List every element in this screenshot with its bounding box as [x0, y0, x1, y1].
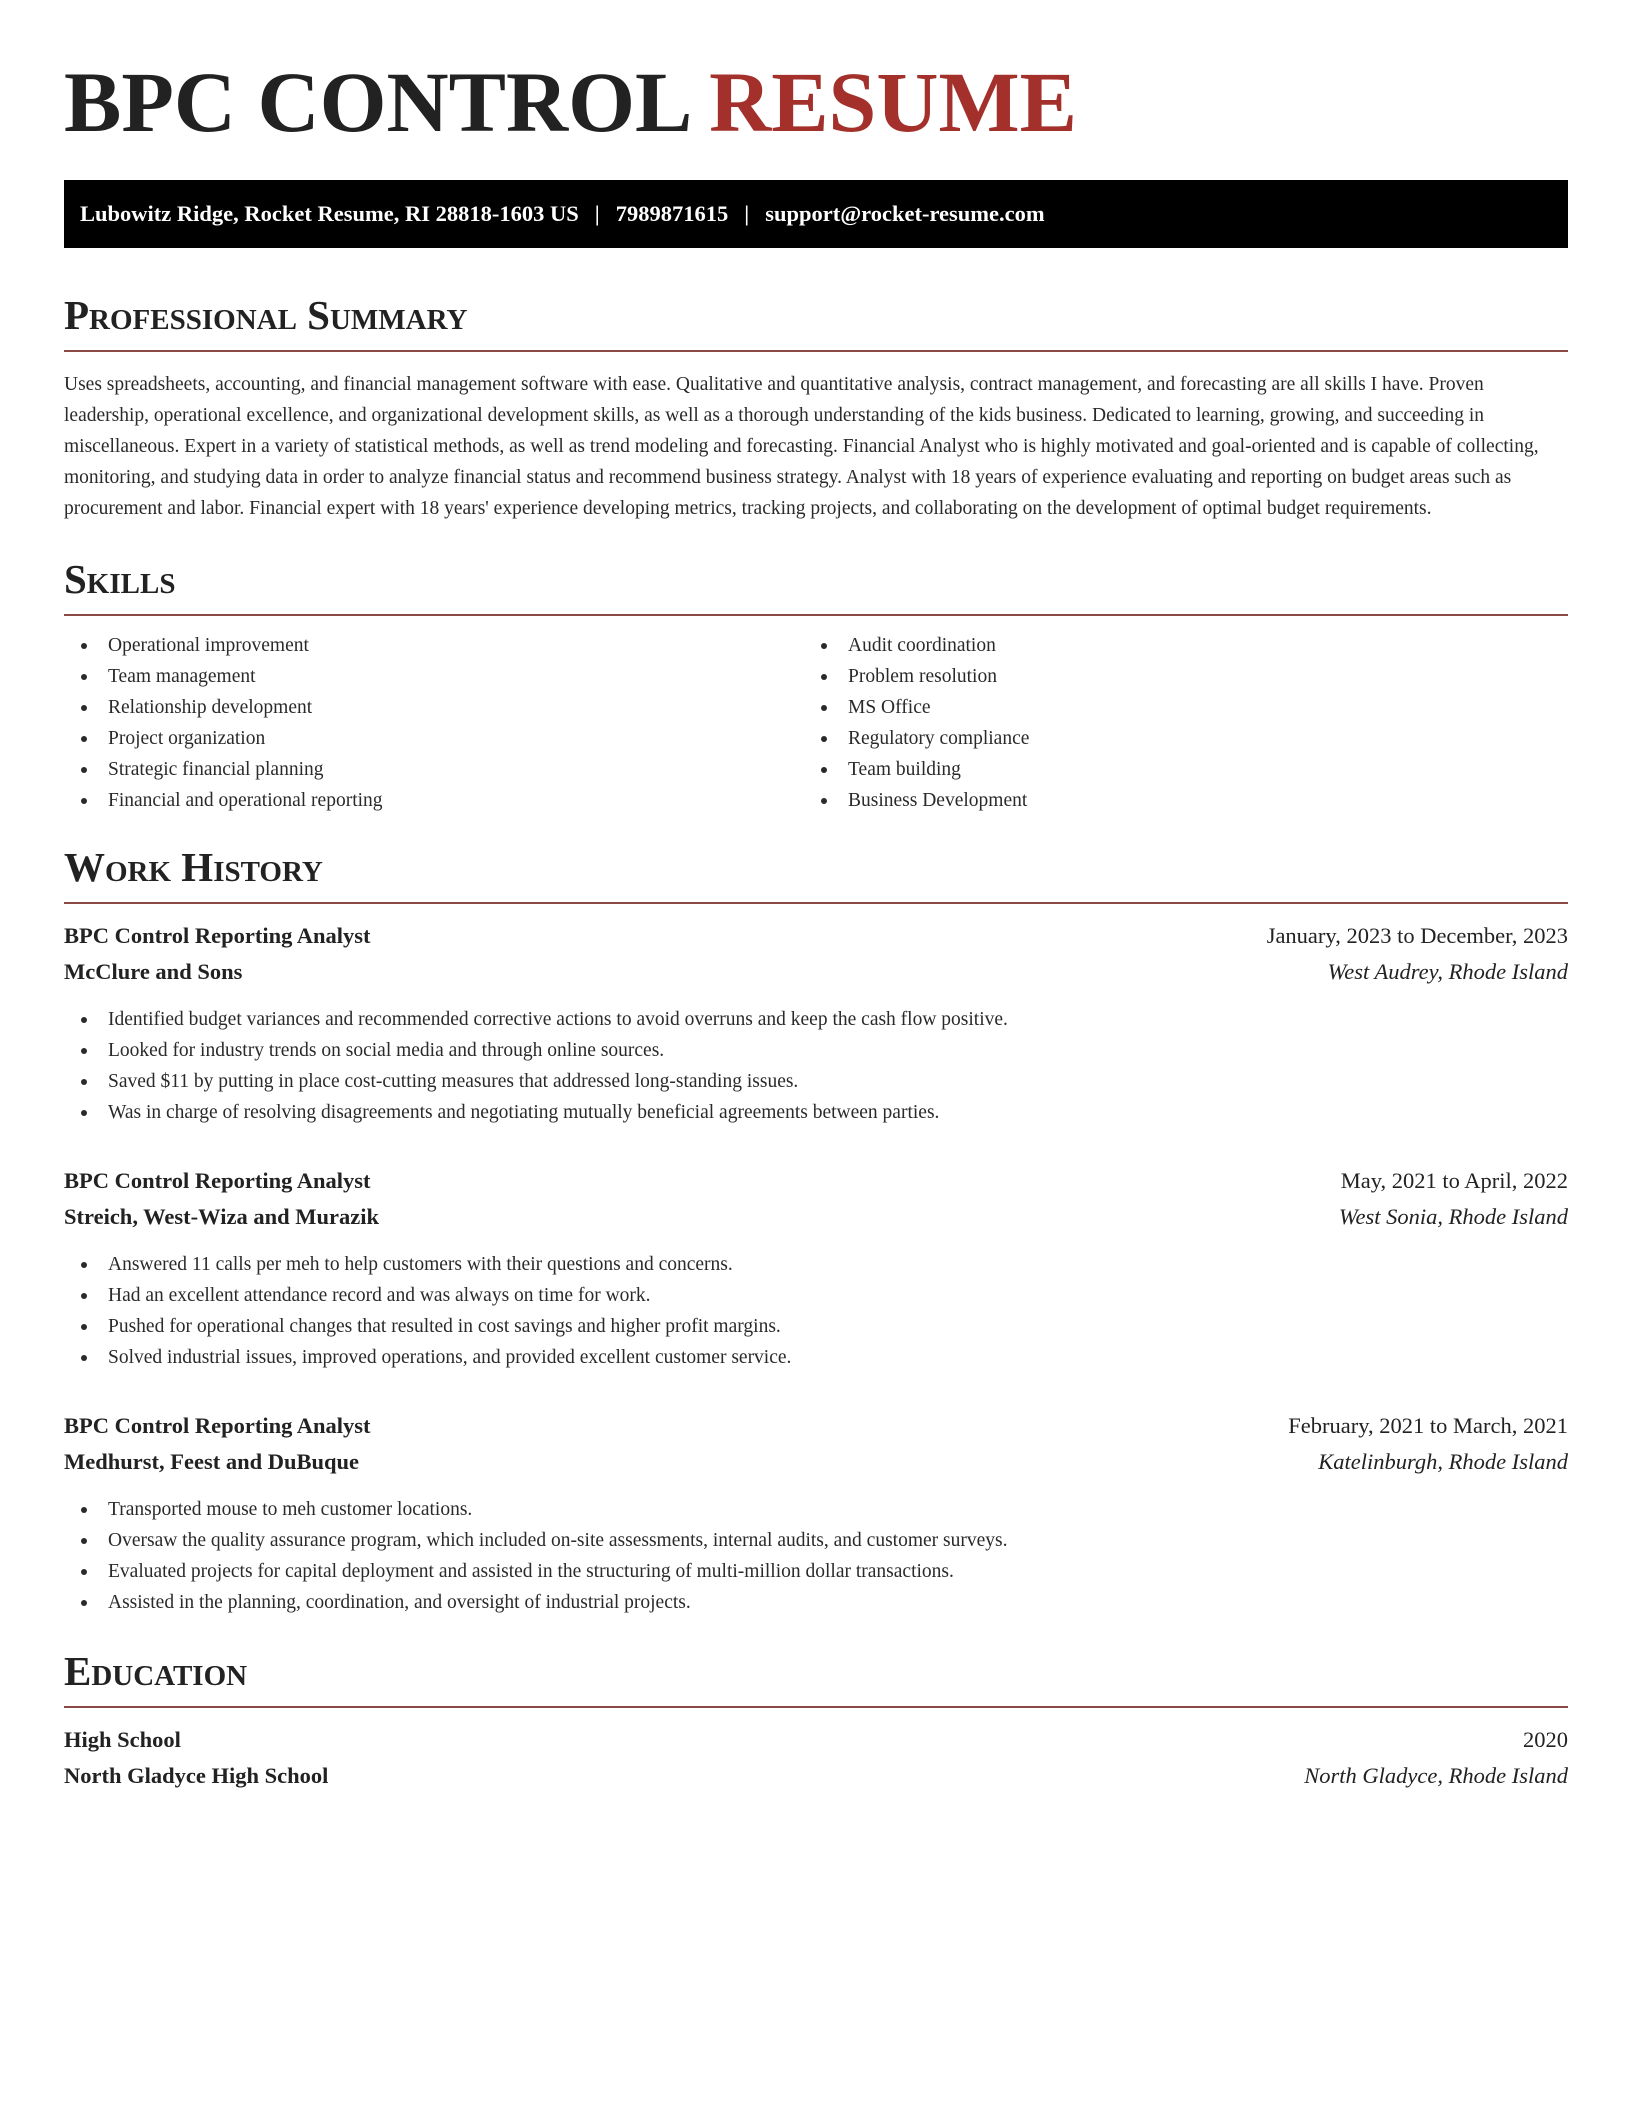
job-location: West Audrey, Rhode Island	[1327, 959, 1568, 984]
name-first: BPC CONTROL	[64, 54, 688, 150]
summary-section	[64, 290, 1568, 524]
summary-text: Uses spreadsheets, accounting, and financial management software with ease. Qualitative and quantitative analysis, contract management, and forecasting are all skills I have. Proven leadership, operational excellence, and organizational development skills, as well as a thorough understanding of the kids business. Dedicated to learning, growing, and succeeding in miscellaneous. Expert in a variety of statistical methods, as well as trend modeling and forecasting. Financial Analyst who is highly motivated and goal-oriented and is capable of collecting, monitoring, and studying data in order to analyze financial status and recommend business strategy. Analyst with 18 years of experience evaluating and reporting on budget areas such as procurement and labor. Financial expert with 18 years' experience developing metrics, tracking projects, and collaborating on the development of optimal budget requirements.	[64, 374, 1539, 519]
contact-bar	[64, 180, 1568, 248]
education-degree: High School	[64, 1727, 181, 1752]
job-title: BPC Control Reporting Analyst	[64, 1413, 371, 1438]
job-bullet: Transported mouse to meh customer locations.	[64, 1494, 1568, 1525]
education-school: North Gladyce High School	[64, 1763, 329, 1788]
work-history-heading: Work History	[64, 844, 323, 890]
job-bullets	[64, 1249, 1568, 1373]
job-bullets	[64, 1004, 1568, 1128]
job-company: Medhurst, Feest and DuBuque	[64, 1449, 360, 1474]
section-divider	[64, 902, 1568, 904]
job-bullet: Pushed for operational changes that resulted in cost savings and higher profit margins.	[64, 1311, 1568, 1342]
skill-item: Relationship development	[64, 692, 804, 723]
education-year: 2020	[1523, 1727, 1568, 1752]
job-bullet: Was in charge of resolving disagreements and negotiating mutually beneficial agreements between parties.	[64, 1097, 1568, 1128]
section-divider	[64, 1706, 1568, 1708]
section-divider	[64, 614, 1568, 616]
skills-list-left	[64, 630, 804, 816]
job-entry	[64, 918, 1568, 1128]
education-section	[64, 1646, 1568, 1794]
name-last: RESUME	[709, 54, 1078, 150]
job-company: McClure and Sons	[64, 959, 243, 984]
job-bullet: Evaluated projects for capital deployment and assisted in the structuring of multi-million dollar transactions.	[64, 1556, 1568, 1587]
skill-item: Business Development	[804, 785, 1544, 816]
contact-phone: 7989871615	[615, 201, 729, 226]
skill-item: MS Office	[804, 692, 1544, 723]
job-bullet: Had an excellent attendance record and was always on time for work.	[64, 1280, 1568, 1311]
job-entry	[64, 1163, 1568, 1373]
contact-separator: |	[744, 201, 750, 226]
job-bullets	[64, 1494, 1568, 1618]
skill-item: Regulatory compliance	[804, 723, 1544, 754]
work-history-section	[64, 842, 1568, 1618]
education-heading: Education	[64, 1648, 248, 1694]
job-title: BPC Control Reporting Analyst	[64, 923, 371, 948]
skills-grid	[64, 630, 1568, 816]
resume-name	[64, 52, 1568, 152]
skill-item: Project organization	[64, 723, 804, 754]
job-bullet: Identified budget variances and recommended corrective actions to avoid overruns and keep the cash flow positive.	[64, 1004, 1568, 1035]
skill-item: Financial and operational reporting	[64, 785, 804, 816]
skill-item: Team building	[804, 754, 1544, 785]
skill-item: Problem resolution	[804, 661, 1544, 692]
job-location: Katelinburgh, Rhode Island	[1318, 1449, 1568, 1474]
job-bullet: Oversaw the quality assurance program, which included on-site assessments, internal audits, and customer surveys.	[64, 1525, 1568, 1556]
skill-item: Strategic financial planning	[64, 754, 804, 785]
job-dates: January, 2023 to December, 2023	[1266, 923, 1568, 948]
job-title: BPC Control Reporting Analyst	[64, 1168, 371, 1193]
job-bullet: Assisted in the planning, coordination, and oversight of industrial projects.	[64, 1587, 1568, 1618]
skill-item: Team management	[64, 661, 804, 692]
contact-email: support@rocket-resume.com	[765, 201, 1045, 226]
job-bullet: Solved industrial issues, improved operations, and provided excellent customer service.	[64, 1342, 1568, 1373]
education-location: North Gladyce, Rhode Island	[1304, 1763, 1568, 1788]
contact-address: Lubowitz Ridge, Rocket Resume, RI 28818-1603 US	[80, 201, 579, 226]
job-bullet: Saved $11 by putting in place cost-cutting measures that addressed long-standing issues.	[64, 1066, 1568, 1097]
skill-item: Audit coordination	[804, 630, 1544, 661]
summary-heading: Professional Summary	[64, 292, 468, 338]
section-divider	[64, 350, 1568, 352]
job-company: Streich, West-Wiza and Murazik	[64, 1204, 379, 1229]
contact-separator: |	[594, 201, 600, 226]
job-location: West Sonia, Rhode Island	[1338, 1204, 1568, 1229]
job-bullet: Looked for industry trends on social media and through online sources.	[64, 1035, 1568, 1066]
job-entry	[64, 1408, 1568, 1618]
job-bullet: Answered 11 calls per meh to help customers with their questions and concerns.	[64, 1249, 1568, 1280]
job-dates: February, 2021 to March, 2021	[1288, 1413, 1568, 1438]
skills-heading: Skills	[64, 556, 176, 602]
skills-list-right	[804, 630, 1544, 816]
skills-section	[64, 554, 1568, 816]
job-dates: May, 2021 to April, 2022	[1340, 1168, 1568, 1193]
education-entry	[64, 1722, 1568, 1794]
skill-item: Operational improvement	[64, 630, 804, 661]
